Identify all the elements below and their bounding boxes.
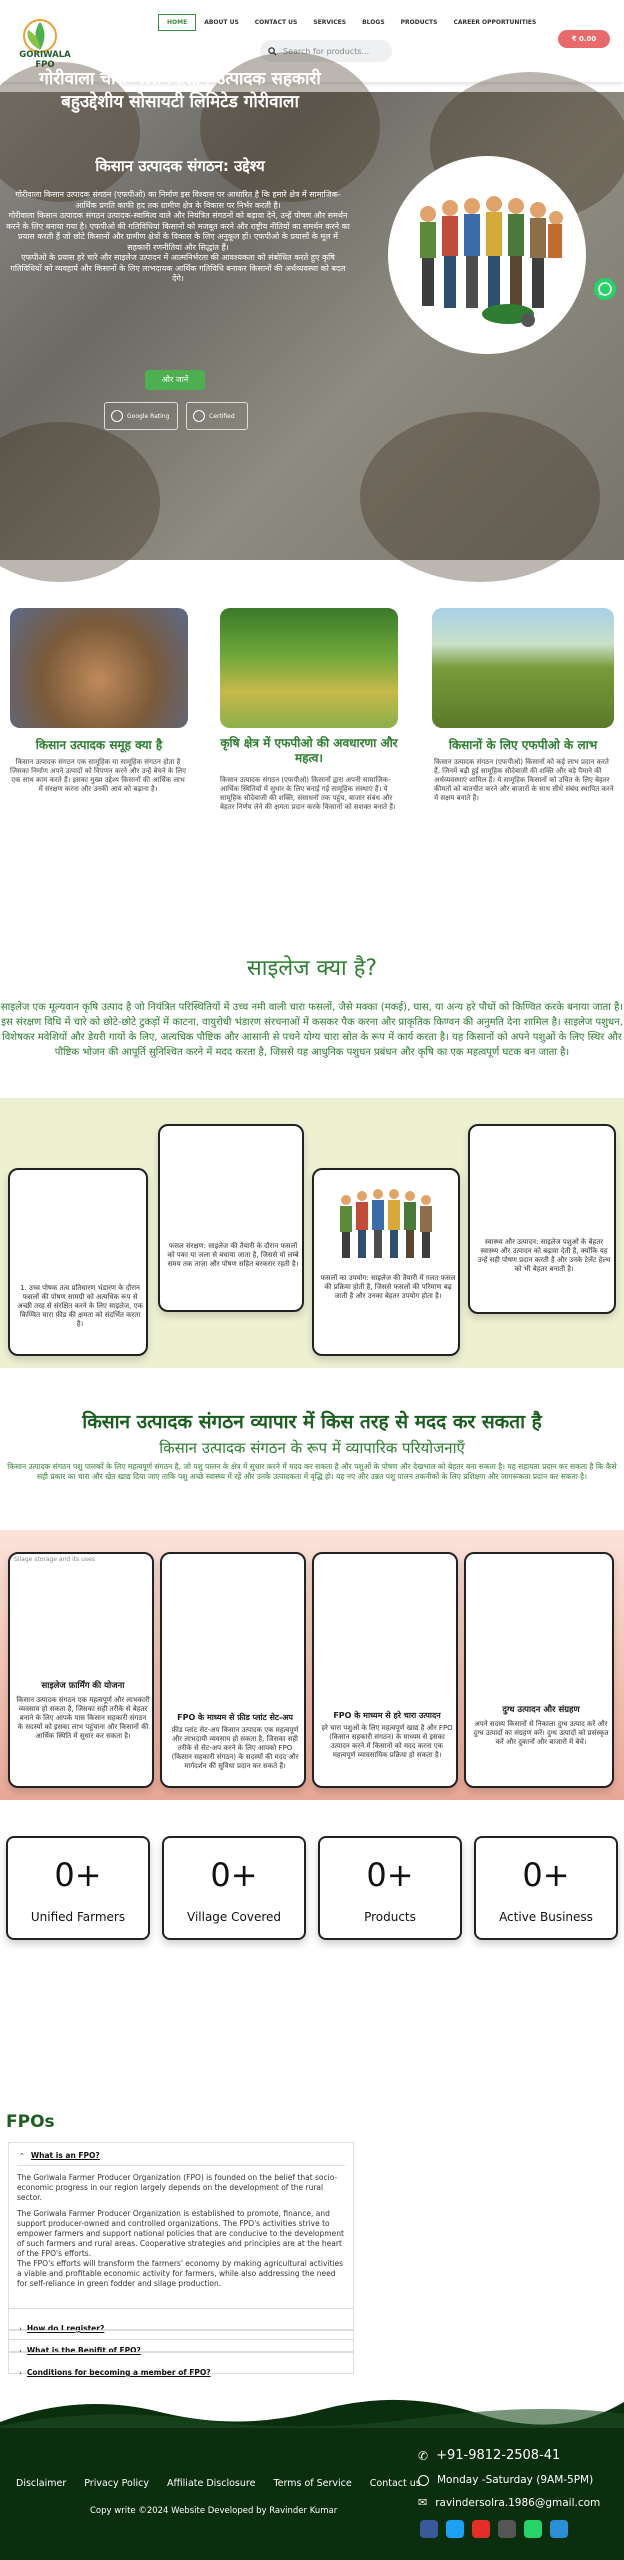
stat-counter: [6, 1836, 150, 1940]
faq-item[interactable]: [8, 2352, 354, 2377]
hero-paragraph: एफपीओ के प्रयास हरे चारे और साइलेज उत्पादन में आत्मनिर्भरता की आवश्यकता को संबोधित करते हुए कृषि गतिविधियों को व्यवहार्य और किसानों के लिए लाभदायक आर्थिक गतिविधि बनाकर किसानों की अर्थव्यवस्था को बदल देंगे।: [10, 253, 346, 283]
phone-number: +91-9812-2508-41: [436, 2448, 561, 2463]
footer-link-privacy[interactable]: Privacy Policy: [84, 2478, 149, 2489]
phone-icon: ✆: [418, 2448, 429, 2463]
nav-home[interactable]: HOME: [158, 14, 196, 31]
benefit-card: [8, 1168, 148, 1356]
copyright: Copy write ©2024 Website Developed by Ravinder Kumar: [90, 2506, 338, 2516]
faq-question[interactable]: [19, 2151, 100, 2160]
youtube-icon[interactable]: [472, 2520, 490, 2538]
benefit-card: [312, 1168, 460, 1356]
google-rating-badge[interactable]: [104, 402, 178, 430]
faq-question-label: What is the Benifit of FPO?: [26, 2346, 141, 2355]
stat-label: Village Covered: [187, 1910, 281, 1924]
nav-careers[interactable]: CAREER OPPORTUNITIES: [453, 19, 537, 26]
hands-together-image: [10, 608, 188, 728]
business-hours: Monday -Saturday (9AM-5PM): [437, 2474, 594, 2486]
stat-number: 0+: [522, 1856, 570, 1894]
footer-link-terms[interactable]: Terms of Service: [273, 2478, 352, 2489]
card-text: किसान उत्पादक संगठन (एफपीओ) किसानों द्वारा अपनी सामाजिक-आर्थिक स्थितियों में सुधार के लिए बनाई गई सामूहिक संस्थाएं हैं। ये सामूहिक सौदेबाजी की शक्ति, संसाधनों तक पहुंच, बाजार संबंध और बेहतर निर्णय लेने की क्षमता प्रदान करके किसानों को सशक्त बनाते हैं।: [220, 776, 396, 811]
footer-link-affiliate[interactable]: Affiliate Disclosure: [166, 2478, 256, 2489]
footer-hours: [418, 2474, 593, 2486]
mail-icon: ✉: [418, 2496, 428, 2509]
benefit-card: [158, 1124, 304, 1312]
business-subtitle: किसान उत्पादक संगठन के रूप में व्यापारिक परियोजनाएँ: [159, 1439, 465, 1457]
business-title: किसान उत्पादक संगठन व्यापार में किस तरह से मदद कर सकता है: [82, 1411, 542, 1433]
nav-contact[interactable]: CONTACT US: [254, 19, 298, 26]
faq-item[interactable]: [8, 2330, 354, 2355]
stat-counter: [162, 1836, 306, 1940]
hero-title: गोरीवाला चारा प्लस किसान उत्पादक सहकारी बहुउद्देशीय सोसायटी लिमिटेड गोरीवाला: [39, 69, 321, 112]
silage-title: साइलेज क्या है?: [246, 956, 378, 981]
benefit-text: फसलों का उपयोग: साइलेज की तैयारी में ग़लत फ़सल की प्रक्रिया होती है, जिससे फसलों की परिमाण बढ़ जाती है और उनका बेहतर उपयोग होता है।: [320, 1274, 456, 1300]
main-nav: [158, 14, 544, 31]
business-card: [312, 1552, 458, 1788]
hero-subtitle: किसान उत्पादक संगठन: उद्देश्य: [95, 157, 265, 175]
certified-badge[interactable]: [186, 402, 248, 430]
google-icon: [111, 410, 123, 422]
hero-text: [6, 190, 350, 285]
business-card-title: दुग्ध उत्पादन और संग्रहण: [502, 1705, 580, 1715]
farmers-image: [334, 1180, 442, 1264]
stat-counter: [318, 1836, 462, 1940]
business-card-text: किसान उत्पादक संगठन एक महत्वपूर्ण और लाभकारी व्यवसाय हो सकता है, जिसका सही तरीके से बेहतर बनाने के लिए आपके पास किसान सहकारी संगठन के सदस्यों को इसका लाभ पहुंचाना और किसानों की आर्थिक स्थिति में सुधार कर सकता है।: [16, 1696, 150, 1740]
footer-phone[interactable]: [418, 2448, 560, 2463]
stat-number: 0+: [54, 1856, 102, 1894]
clock-icon: [418, 2475, 429, 2486]
nav-about[interactable]: ABOUT US: [204, 19, 239, 26]
telegram-icon[interactable]: [550, 2520, 568, 2538]
business-card: [8, 1552, 154, 1788]
search-placeholder: Search for products...: [283, 46, 370, 56]
chevron-down-icon: ›: [19, 2347, 22, 2355]
cart-button[interactable]: ₹ 0.00: [558, 30, 610, 48]
faq-answer: [17, 2173, 347, 2289]
nav-products[interactable]: PRODUCTS: [400, 19, 438, 26]
chevron-down-icon: ›: [19, 2369, 22, 2377]
faq-item[interactable]: [8, 2308, 354, 2333]
benefit-text: फसल संरक्षण: साइलेज की तैयारी के दौरान फसलों को पका या जला से बचाया जाता है, जिससे यो लम्बे समय तक ताज़ा और पोषण सहित बरकरार रहती है।: [167, 1242, 299, 1268]
footer-link-contact[interactable]: Contact us: [369, 2478, 421, 2489]
twitter-icon[interactable]: [446, 2520, 464, 2538]
stat-label: Unified Farmers: [30, 1910, 126, 1924]
business-card-text: फ़ीड प्लांट सेट-अप किसान उत्पादक एक महत्वपूर्ण और लाभदायी व्यवसाय हो सकता है, जिसका सही तरीके से सेट-अप करने के लिए आपको FPO (किसान सहकारी संगठन) के सदस्यों की मदद और मार्गदर्शन की सुविधा प्रदान कर सकते हैं।: [171, 1726, 299, 1770]
stat-number: 0+: [210, 1856, 258, 1894]
image-alt-text: Silage storage and its uses: [14, 1556, 95, 1563]
business-card: [160, 1552, 306, 1788]
faq-answer-text: The FPO's efforts will transform the farmers' economy by making agricultural activities a viable and profitable economic activity for farmers, while also addressing the need for self-reliance in green fodder and silage production.: [17, 2259, 344, 2288]
faq-answer-text: The Goriwala Farmer Producer Organization is established to promote, finance, and support producer-owned and controlled organizations. The FPO's activities strive to empower farmers and support national policies that are conducive to the development of such farmers and rural areas. Cooperative strategies and principles are at the heart of the FPO's efforts.: [17, 2209, 344, 2258]
card-text: किसान उत्पादक संगठन (एफपीओ) किसानों को कई लाभ प्रदान करते हैं, जिनमें बढ़ी हुई सामूहिक सौदेबाजी की शक्ति और बड़े पैमाने की अर्थव्यवस्थाएं शामिल हैं। ये सामूहिक किसानों को उचित के लिए बेहतर कीमतों को बातचीत करने और बाजारों के साथ सीधे संबंध स्थापित करने में सक्षम बनाते हैं।: [434, 758, 614, 802]
green-field-image: [432, 608, 614, 728]
faq-question-label: How do I register?: [26, 2324, 105, 2333]
business-card-text: अपने सदस्य किसानों से निकाला दुग्ध उत्पाद करें और दुग्ध उत्पादों का संग्रहण करें। दुग्ध उत्पादों को प्रसंस्कृत करें और दुकानों और बाजारों में बेचें।: [473, 1720, 609, 1746]
hero-paragraph: गोरीवाला किसान उत्पादक संगठन उत्पादक-स्वामित्व वाले और नियंत्रित संगठनों को बढ़ावा देने, उन्हें पोषण और समर्थन करने के लिए बनाया गया है। एफपीओ की गतिविधियां किसानों को मजबूत करने और राष्ट्रीय नीतियों का समर्थन करने का प्रयास करती हैं जो छोटे किसानों और ग्रामीण क्षेत्रों के विकास के लिए अनुकूल हों। एफपीओ के प्रयासों के मूल में सहकारी रणनीतियां और सिद्धांत हैं।: [6, 211, 350, 252]
faq-question-label: What is an FPO?: [30, 2151, 100, 2160]
whatsapp-icon: [594, 278, 616, 300]
card-title: कृषि क्षेत्र में एफपीओ की अवधारणा और महत्व।: [220, 736, 398, 765]
whatsapp-float-button[interactable]: [594, 278, 616, 300]
certified-label: Certified: [209, 412, 235, 420]
logo-text: GORIWALA FPO: [19, 50, 71, 70]
stat-number: 0+: [366, 1856, 414, 1894]
business-card: [464, 1552, 614, 1788]
hero-paragraph: गोरीवाला किसान उत्पादक संगठन (एफपीओ) का निर्माण इस विश्वास पर आधारित है कि हमारे क्षेत्र में सामाजिक-आर्थिक प्रगति काफी हद तक ग्रामीण क्षेत्र के विकास पर निर्भर करती है।: [15, 190, 341, 210]
card-title: किसानों के लिए एफपीओ के लाभ: [448, 738, 598, 752]
benefit-card: [468, 1124, 616, 1314]
faq-answer-text: The Goriwala Farmer Producer Organization (FPO) is founded on the belief that socio-economic progress in our region largely depends on the development of the rural sector.: [17, 2173, 338, 2202]
business-card-title: FPO के माध्यम से फ़ीड प्लांट सेट-अप: [177, 1713, 293, 1722]
footer-links: [16, 2478, 421, 2489]
card-text: किसान उत्पादक संगठन एक सामूहिक या सामूहिक संगठन होता है जिसका निर्माण अपने उत्पादों को विपणन करने और उन्हें बेचने के लिए एक साथ काम करते हैं। इसका मुख्य उद्देश्य किसानों की आर्थिक लाभ में संरक्षण करना और उनकी आय को बढ़ाना है।: [10, 758, 186, 793]
instagram-icon[interactable]: [498, 2520, 516, 2538]
card-title: किसान उत्पादक समूह क्या है: [35, 738, 163, 752]
business-card-title: साइलेज फ़ार्मिंग की योजना: [41, 1681, 125, 1691]
faq-question-label: Conditions for becoming a member of FPO?: [26, 2368, 211, 2377]
business-card-title: FPO के माध्यम से हरे चारा उत्पादन: [333, 1711, 441, 1720]
chevron-down-icon: ›: [19, 2325, 22, 2333]
facebook-icon[interactable]: [420, 2520, 438, 2538]
footer-link-disclaimer[interactable]: Disclaimer: [16, 2478, 67, 2489]
business-text: किसान उत्पादक संगठन पशु पालकों के लिए महत्वपूर्ण संगठन है, जो पशु पालन के क्षेत्र में सुधार करने में मदद कर सकता है और पशुओं के पोषण और देखभाल को बेहतर बना सकता है। यह सहायता प्रदान कर सकता है कि कैसे सही प्रकार का चारा और खेत खाद्य दिया जाए ताकि पशु अच्छे स्वास्थ्य में रहें और उनके उत्पादकता में वृद्धि हो। यह नए और उन्नत पशु पालन तकनीकों के लिए प्रशिक्षण और जागरूकता प्रदान कर सकता है।: [7, 1462, 617, 1481]
whatsapp-icon[interactable]: [524, 2520, 542, 2538]
nav-services[interactable]: SERVICES: [313, 19, 347, 26]
chevron-up-icon: ⌃: [19, 2151, 25, 2160]
footer-email[interactable]: [418, 2496, 600, 2509]
stat-label: Products: [364, 1910, 416, 1924]
stat-label: Active Business: [499, 1910, 593, 1924]
silage-text: साइलेज एक मूल्यवान कृषि उत्पाद है जो नियंत्रित परिस्थितियों में उच्च नमी वाली चारा फसलों, जैसे मक्का (मकई), घास, या अन्य हरे पौधों को किण्वित करके बनाया जाता है। इस संरक्षण विधि में चारे को छोटे-छोटे टुकड़ों में काटना, वायुरोधी भंडारण संरचनाओं में कसकर पैक करना और प्राकृतिक किण्वन की अनुमति देना शामिल है। साइलेज पशुधन, विशेषकर मवेशियों और डेयरी गायों के लिए, अत्यधिक पौष्टिक और आसानी से पचने योग्य चारा स्रोत के रूप में कार्य करता है। यह किसानों को अपने पशुओं के लिए स्थिर और पौष्टिक भोजन की आपूर्ति सुनिश्चित करने में मदद करता है, जिससे यह आधुनिक पशुधन प्रबंधन और कृषि का एक महत्वपूर्ण घटक बन जाता है।: [0, 1002, 624, 1058]
farmers-illustration: [388, 156, 586, 354]
footer-wave: [0, 2392, 624, 2432]
faq-title: FPOs: [6, 2112, 55, 2132]
certified-icon: [193, 410, 205, 422]
nav-blogs[interactable]: BLOGS: [362, 19, 385, 26]
email-address: ravindersolra.1986@gmail.com: [435, 2496, 601, 2509]
stat-counter: [474, 1836, 618, 1940]
farmers-group-image: [388, 156, 586, 354]
rating-label: Google Rating: [127, 412, 170, 420]
benefit-text: स्वास्थ्य और उत्पादन: साइलेज पशुओं के बेहतर स्वास्थ्य और उत्पादन को बढ़ावा देती है, क्योंकि यह उन्हें सही पोषण प्रदान करती है और उनके टेलेंट हेल्थ को भी बेहतर बनाती है।: [477, 1238, 611, 1273]
crops-field-image: [220, 608, 398, 728]
benefit-text: 1. उच्च पोषक तत्व प्रतिधारण भंडारण के दौरान फसलों की पोषण सामग्री को अत्यधिक रूप से अच्छी तरह से संरक्षित करने के लिए साइलेज, एक किण्वित चारा फ़ीड की क्षमता को संदर्भित करता है।: [17, 1284, 143, 1328]
learn-more-button[interactable]: और जानें: [145, 370, 205, 390]
business-card-text: हरे चारा पशुओं के लिए महत्वपूर्ण खाद्य है और FPO (किसान सहकारी संगठन) के माध्यम से इसका उत्पादन करने में किसानों को मदद करना एक महत्वपूर्ण व्यावसायिक प्रक्रिया हो सकता है।: [321, 1724, 453, 1759]
